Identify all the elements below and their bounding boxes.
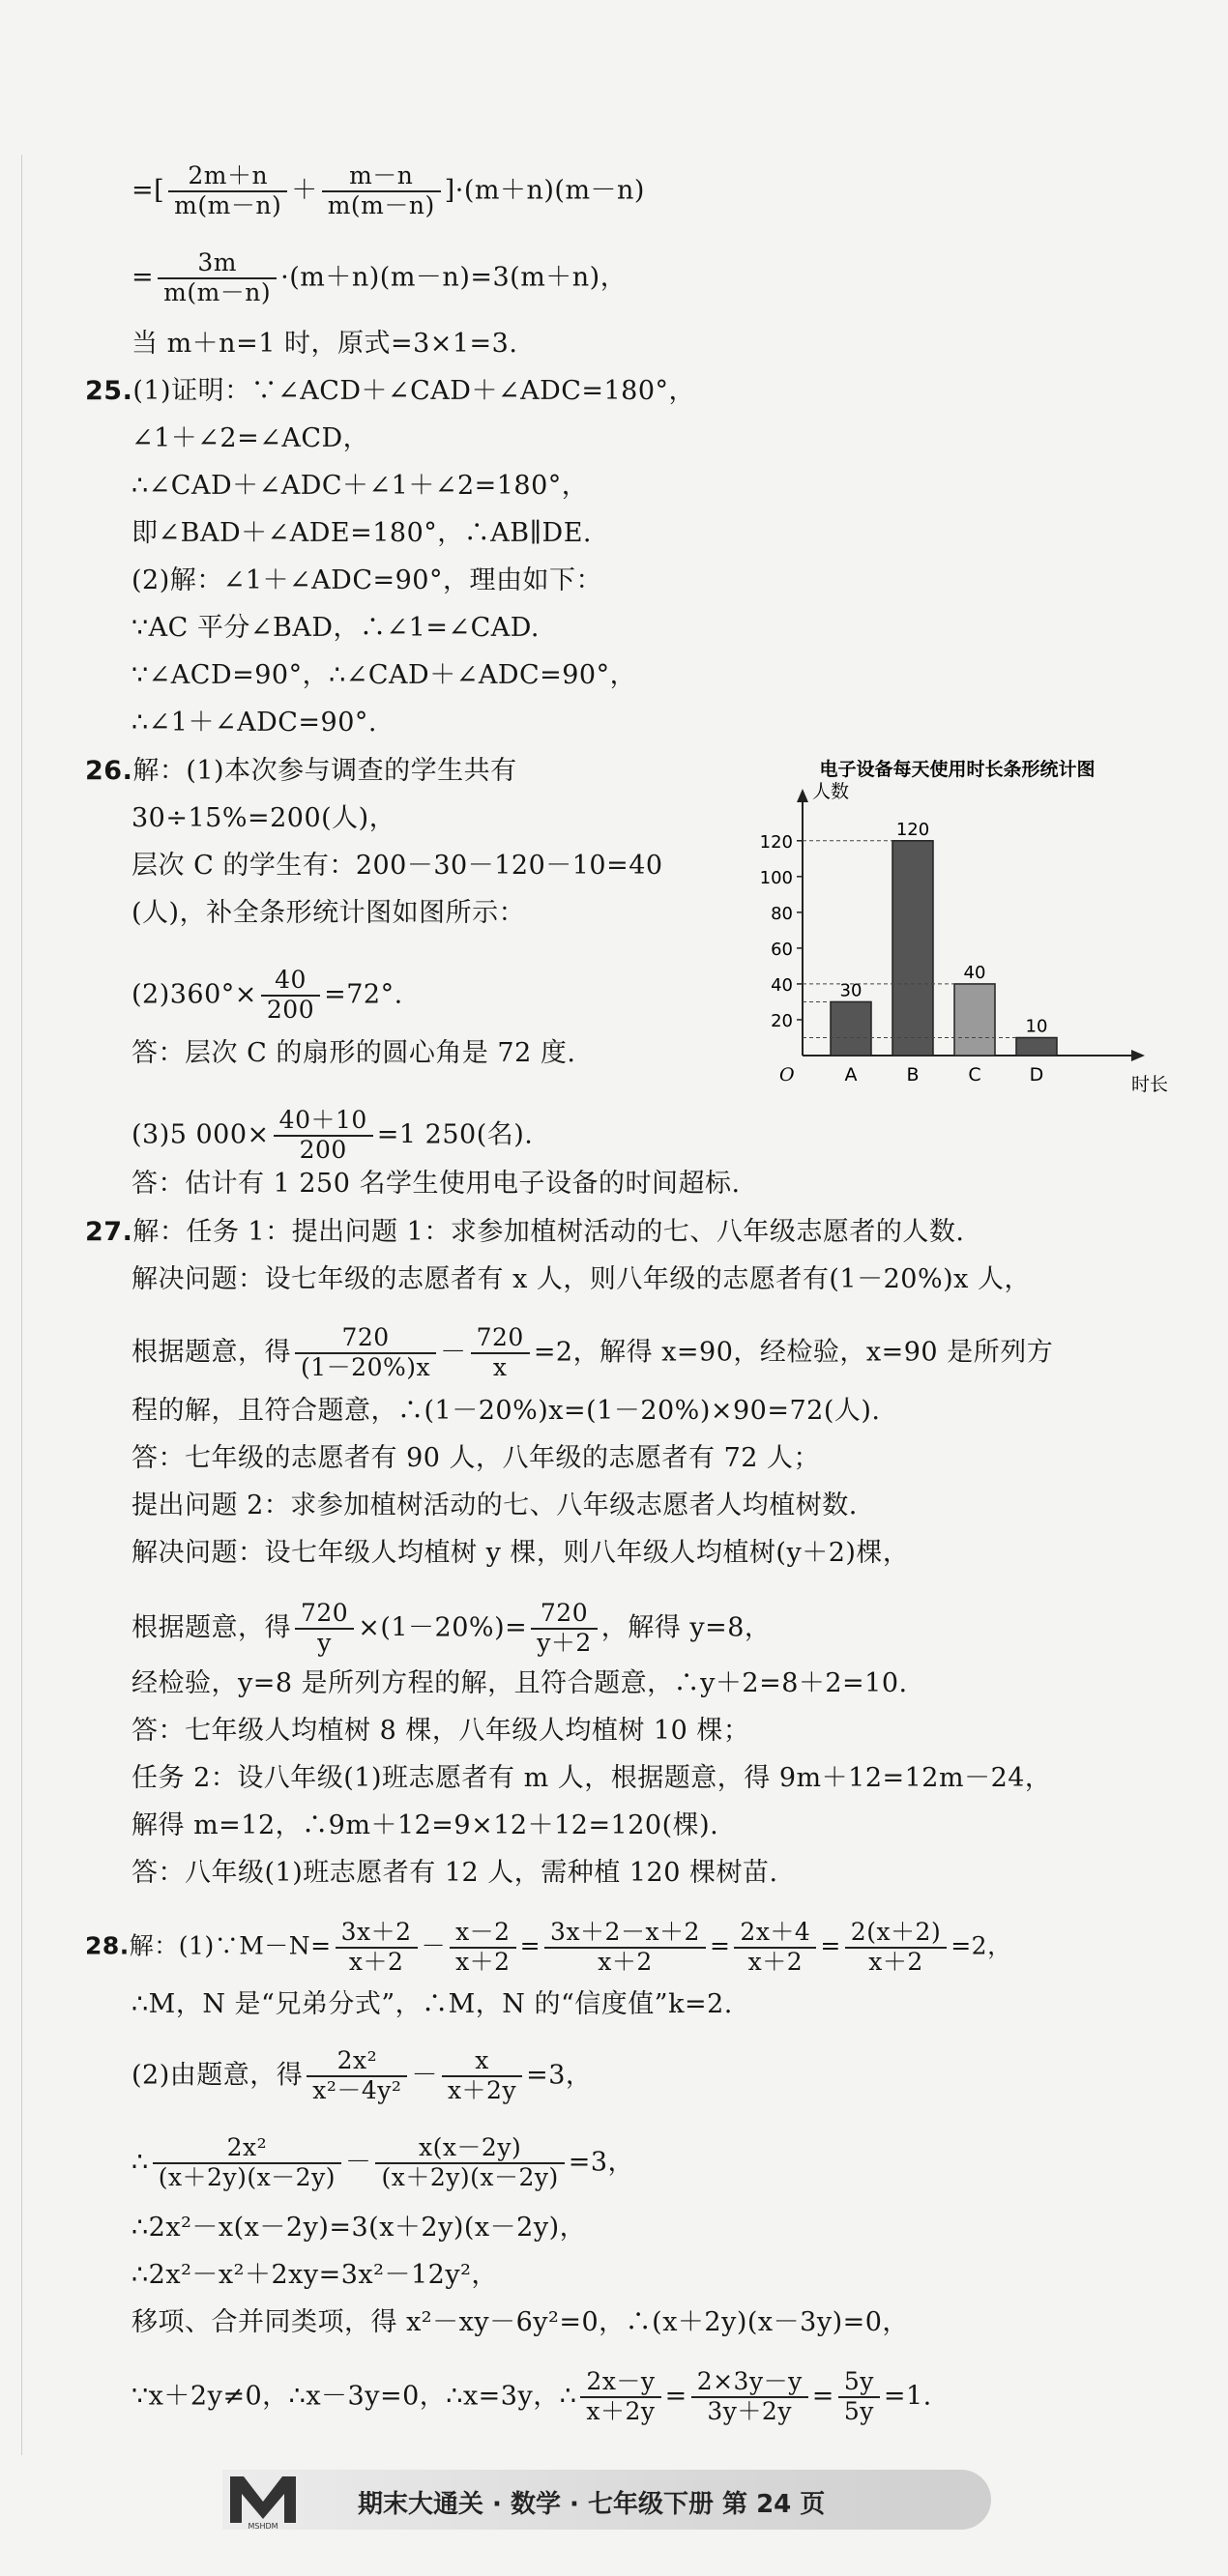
question-25: 25.(1)证明：∵∠ACD＋∠CAD＋∠ADC=180°，: [85, 376, 696, 406]
question-28: 28.解：(1)∵M－N= $\frac{3x+2}{x+2}$ － $\frac{x-2}{x+2}$ = $\frac{3x+2-x+2}{x+2}$ = $\frac{2x+4}{x+2}$ = $\frac{2(x+2)}{x+2}$ =2，: [85, 1918, 1012, 1976]
margin-rule: [21, 155, 22, 2455]
line: ∴∠CAD＋∠ADC＋∠1＋∠2=180°，: [132, 471, 589, 501]
line: ∴M，N 是“兄弟分式”，∴M，N 的“信度值”k=2.: [132, 1989, 733, 2019]
fraction: $\frac{x(x-2y)}{(x+2y)(x-2y)}$: [375, 2134, 564, 2192]
fraction: $\frac{2(x+2)}{x+2}$: [845, 1919, 947, 1977]
line: ∵∠ACD=90°，∴∠CAD＋∠ADC=90°，: [132, 660, 637, 690]
y-tick-label: 40: [771, 974, 793, 996]
fraction: $\frac{40}{200}$: [261, 967, 320, 1025]
eq-line: (3)5 000× $\frac{40+10}{200}$ =1 250(名).: [132, 1106, 534, 1164]
fraction: $\frac{720}{x}$: [471, 1324, 530, 1382]
fraction: $\frac{3x+2}{x+2}$: [336, 1919, 418, 1977]
fraction: $\frac{720}{y+2}$: [531, 1600, 598, 1658]
x-tick-label: B: [906, 1064, 920, 1085]
fraction: $\frac{3m}{m(m-n)}$: [158, 249, 277, 307]
eq-line-2: [132, 249, 627, 307]
line: (人)，补全条形统计图如图所示：: [132, 898, 526, 928]
line: 答：估计有 1 250 名学生使用电子设备的时间超标.: [132, 1169, 741, 1199]
y-tick-label: 20: [771, 1010, 793, 1031]
publisher-logo: [224, 2467, 302, 2531]
question-26: 26.解：(1)本次参与调查的学生共有: [85, 756, 517, 786]
eq-line: (2)由题意，得 $\frac{\text{2x²}}{\text{x²－4y²}}$ － $\frac{x}{x+2y}$ =3，: [132, 2046, 593, 2104]
bar-value-label: 30: [839, 980, 863, 1001]
bar-B: [892, 841, 933, 1056]
text: ·(m＋n)(m－n)=3(m＋n)，: [280, 262, 628, 293]
fraction: $\frac{x}{x+2y}$: [442, 2047, 522, 2105]
fraction: $\frac{2m+n}{m(m-n)}$: [168, 162, 287, 220]
y-axis-arrow: [797, 789, 808, 802]
line: 移项、合并同类项，得 x²－xy－6y²=0，∴(x＋2y)(x－3y)=0，: [132, 2307, 909, 2337]
eq-line: (2)360°× $\frac{40}{200}$ =72°.: [132, 966, 403, 1024]
fraction: $\frac{720}{y}$: [295, 1600, 354, 1658]
bar-chart: [759, 754, 1169, 1095]
fraction: $\frac{2x-y}{x+2y}$: [580, 2368, 660, 2426]
bar-D: [1016, 1037, 1057, 1056]
line: 即∠BAD＋∠ADE=180°，∴AB∥DE.: [132, 518, 592, 548]
line: 解得 m=12，∴9m＋12=9×12＋12=120(棵).: [132, 1810, 719, 1840]
line: 答：八年级(1)班志愿者有 12 人，需种植 120 棵树苗.: [132, 1858, 778, 1888]
chart-title: 电子设备每天使用时长条形统计图: [819, 759, 1096, 780]
line: ∴2x²－x(x－2y)=3(x＋2y)(x－2y)，: [132, 2213, 587, 2243]
line: 答：层次 C 的扇形的圆心角是 72 度.: [132, 1038, 576, 1068]
line: 30÷15%=200(人)，: [132, 803, 396, 833]
bar-C: [954, 984, 995, 1056]
line: 答：七年级人均植树 8 棵，八年级人均植树 10 棵；: [132, 1716, 750, 1746]
fraction: $\frac{2\times 3y-y}{3y+2y}$: [691, 2368, 808, 2426]
line: ∵AC 平分∠BAD，∴∠1=∠CAD.: [132, 613, 541, 643]
eq-line: ∴ $\frac{\text{2x²}}{(x+2y)(x-2y)}$ － $\frac{x(x-2y)}{(x+2y)(x-2y)}$ =3，: [132, 2133, 635, 2191]
x-axis-arrow: [1131, 1050, 1145, 1061]
fraction: $\frac{m-n}{m(m-n)}$: [322, 162, 441, 220]
svg-text:MSHDM: MSHDM: [248, 2522, 278, 2531]
eq-line-1: [132, 162, 645, 220]
line: (2)解：∠1＋∠ADC=90°，理由如下：: [132, 565, 602, 595]
fraction: $\frac{5y}{5y}$: [838, 2368, 880, 2426]
line: 程的解，且符合题意，∴(1－20%)x=(1－20%)×90=72(人).: [132, 1396, 881, 1426]
y-tick-label: 100: [759, 867, 793, 888]
line: 任务 2：设八年级(1)班志愿者有 m 人，根据题意，得 9m＋12=12m－24，: [132, 1763, 1052, 1793]
origin-label: O: [779, 1064, 795, 1085]
line: 答：七年级的志愿者有 90 人，八年级的志愿者有 72 人；: [132, 1443, 821, 1473]
y-tick-label: 80: [771, 903, 793, 924]
eq-line: 根据题意，得 $\frac{720}{(1-20\%)x}$ － $\frac{720}{x}$ =2，解得 x=90，经检验，x=90 是所列方: [132, 1323, 1054, 1381]
fraction: $\frac{\text{2x²}}{\text{x²－4y²}}$: [307, 2047, 407, 2105]
line: 当 m＋n=1 时，原式=3×1=3.: [132, 329, 518, 359]
line: 解决问题：设七年级人均植树 y 棵，则八年级人均植树(y＋2)棵，: [132, 1538, 910, 1568]
bar-value-label: 120: [895, 819, 930, 840]
y-tick-label: 60: [771, 939, 793, 960]
x-axis-label: 时长: [1131, 1074, 1169, 1095]
text: ]·(m＋n)(m－n): [444, 175, 645, 206]
y-axis-label: 人数: [812, 781, 850, 802]
bar-value-label: 40: [963, 962, 986, 983]
fraction: $\frac{40+10}{200}$: [274, 1107, 373, 1165]
footer-text: 期末大通关 · 数学 · 七年级下册 第 24 页: [358, 2490, 826, 2519]
question-27: 27.解：任务 1：提出问题 1：求参加植树活动的七、八年级志愿者的人数.: [85, 1217, 965, 1247]
line: 层次 C 的学生有：200－30－120－10=40: [132, 851, 663, 881]
bar-A: [831, 1001, 871, 1056]
fraction: $\frac{\text{2x²}}{(x+2y)(x-2y)}$: [153, 2134, 341, 2192]
line: ∠1＋∠2=∠ACD，: [132, 423, 370, 453]
line: 经检验，y=8 是所列方程的解，且符合题意，∴y＋2=8＋2=10.: [132, 1668, 908, 1698]
y-tick-label: 120: [759, 831, 793, 853]
eq-line: ∵x＋2y≠0，∴x－3y=0，∴x=3y，∴ $\frac{2x-y}{x+2y}$ = $\frac{2\times 3y-y}{3y+2y}$ = $\frac{5y}{5y}$ =1.: [132, 2367, 932, 2425]
line: ∴2x²－x²＋2xy=3x²－12y²，: [132, 2260, 498, 2290]
line: 解决问题：设七年级的志愿者有 x 人，则八年级的志愿者有(1－20%)x 人，: [132, 1264, 1031, 1294]
line: 提出问题 2：求参加植树活动的七、八年级志愿者人均植树数.: [132, 1491, 858, 1520]
text: =[: [132, 175, 165, 206]
fraction: $\frac{2x+4}{x+2}$: [734, 1919, 816, 1977]
x-tick-label: D: [1029, 1064, 1044, 1085]
text: =: [132, 262, 155, 293]
x-tick-label: C: [968, 1064, 981, 1085]
eq-line: 根据题意，得 $\frac{720}{y}$ ×(1－20%)= $\frac{720}{y+2}$ ，解得 y=8，: [132, 1599, 772, 1657]
fraction: $\frac{x-2}{x+2}$: [450, 1919, 516, 1977]
line: ∴∠1＋∠ADC=90°.: [132, 708, 377, 738]
x-tick-label: A: [844, 1064, 858, 1085]
text: ＋: [291, 175, 318, 206]
bar-value-label: 10: [1025, 1016, 1048, 1037]
fraction: $\frac{720}{(1-20\%)x}$: [295, 1324, 436, 1382]
fraction: $\frac{3x+2-x+2}{x+2}$: [544, 1919, 706, 1977]
